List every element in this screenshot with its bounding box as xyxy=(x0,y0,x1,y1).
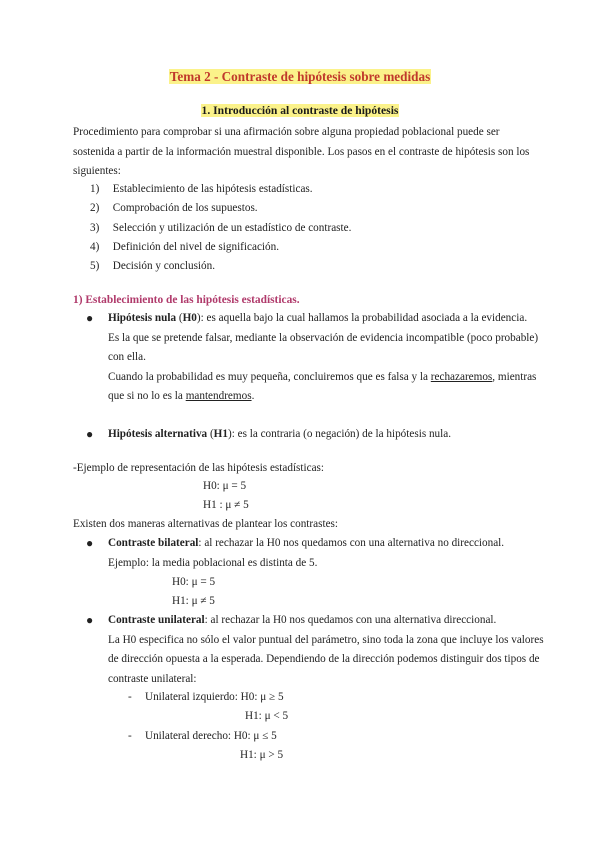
bilateral-h1: H1: μ ≠ 5 xyxy=(172,595,215,607)
section-heading-introduccion: 1. Introducción al contraste de hipótesis xyxy=(201,104,399,117)
example-h0: H0: μ = 5 xyxy=(203,480,247,492)
unilateral-left-h1: H1: μ < 5 xyxy=(245,710,289,722)
example-h1: H1 : μ ≠ 5 xyxy=(203,499,249,511)
steps-list xyxy=(90,180,351,276)
null-hypothesis-decision: Cuando la probabilidad es muy pequeña, concluiremos que es falsa y la rechazaremos, mientras que si no lo es la mantendremos. xyxy=(108,370,537,403)
unilateral-right-item: - Unilateral derecho: H0: μ ≤ 5 xyxy=(128,730,277,742)
null-hypothesis-definition: Hipótesis nula (H0): es aquella bajo la cual hallamos la probabilidad asociada a la evidencia. xyxy=(108,312,528,324)
bullet-icon: ● xyxy=(86,427,94,441)
bullet-null-hypothesis xyxy=(86,309,546,407)
null-hypothesis-purpose: Es la que se pretende falsar, mediante la observación de evidencia incompatible (poco probable) con ella. xyxy=(108,331,539,364)
intro-paragraph: Procedimiento para comprobar si una afirmación sobre alguna propiedad poblacional puede ser sostenida a partir de la información muestral disponible. Los pasos en el contraste de hipótesis son los siguientes: xyxy=(73,126,530,178)
bullet-alternative-hypothesis: ● Hipótesis alternativa (H1): es la contraria (o negación) de la hipótesis nula. xyxy=(86,425,546,445)
bilateral-example: Ejemplo: la media poblacional es distinta de 5. xyxy=(108,556,318,569)
document-title: Tema 2 - Contraste de hipótesis sobre medidas xyxy=(169,69,431,84)
bullet-icon: ● xyxy=(86,311,94,325)
unilateral-left-item: - Unilateral izquierdo: H0: μ ≥ 5 xyxy=(128,691,284,703)
bilateral-h0: H0: μ = 5 xyxy=(172,576,216,588)
two-ways-text: Existen dos maneras alternativas de plantear los contrastes: xyxy=(73,518,338,530)
list-item: 3) Selección y utilización de un estadístico de contraste. xyxy=(90,221,352,234)
bullet-unilateral: ● Contraste unilateral: al rechazar la H0 nos quedamos con una alternativa direccional. La H0 especifica no sólo el valor puntual del parámetro, sino toda la zona que incluye los valores de dirección opuesta a la esperada. Dependiendo de la dirección podemos distinguir dos tipos de contraste unilateral: xyxy=(86,611,546,689)
unilateral-description: La H0 especifica no sólo el valor puntual del parámetro, sino toda la zona que incluye los valores de dirección opuesta a la esperada. Dependiendo de la dirección podemos distinguir dos tipos de contraste unilateral: xyxy=(108,633,544,685)
list-item: 5) Decisión y conclusión. xyxy=(90,260,216,273)
example-intro: -Ejemplo de representación de las hipótesis estadísticas: xyxy=(73,462,325,474)
list-item: 1) Establecimiento de las hipótesis estadísticas. xyxy=(90,183,313,195)
bullet-icon: ● xyxy=(86,613,94,627)
subheading-establecimiento: 1) Establecimiento de las hipótesis estadísticas. xyxy=(73,294,300,306)
list-item: 2) Comprobación de los supuestos. xyxy=(90,202,258,215)
unilateral-right-h1: H1: μ > 5 xyxy=(240,749,284,761)
bullet-bilateral: ● Contraste bilateral: al rechazar la H0 nos quedamos con una alternativa no direccional. Ejemplo: la media poblacional es distinta de 5. xyxy=(86,534,546,573)
list-item: 4) Definición del nivel de significación. xyxy=(90,240,280,253)
bullet-icon: ● xyxy=(86,536,94,550)
